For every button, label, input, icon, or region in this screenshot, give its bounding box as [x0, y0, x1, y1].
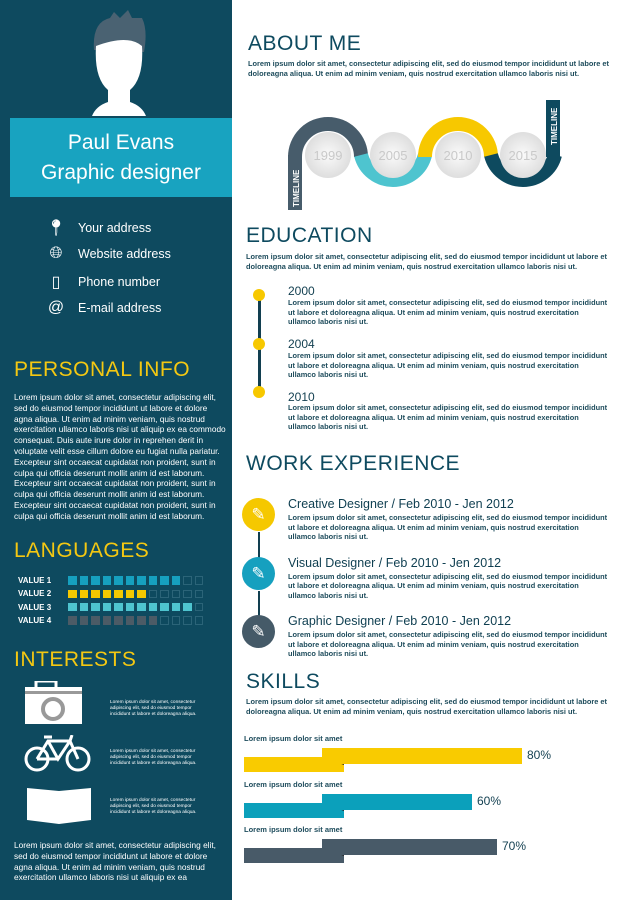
- contact-label: Your address: [78, 221, 152, 235]
- skill-percent: 80%: [527, 748, 552, 762]
- personal-info-heading: PERSONAL INFO: [14, 358, 191, 381]
- pen-icon: ✎: [242, 615, 275, 648]
- interest-text: Lorem ipsum dolor sit amet, consectetur adipiscing elit, sed do eiusmod tempor incididunt ut labore et doloreagna aliqua.: [110, 700, 197, 717]
- level-square-filled: [183, 603, 192, 612]
- interest-text: Lorem ipsum dolor sit amet, consectetur adipiscing elit, sed do eiusmod tempor incididunt ut labore et doloreagna aliqua.: [110, 798, 197, 815]
- interests-text: Lorem ipsum dolor sit amet, consectetur adipiscing elit, sed do eiusmod tempor incididunt ut labore et dolore agna aliqua. Ut enim ad minim veniam, quis nostrud exercitation ullamco laboris nisi ut aliquip ex ea: [14, 840, 216, 883]
- contact-email: [46, 299, 161, 317]
- contact-label: E-mail address: [78, 301, 162, 315]
- level-square-filled: [91, 603, 100, 612]
- level-square-filled: [80, 616, 89, 625]
- globe-icon: 🌐︎: [49, 245, 63, 262]
- level-square-empty: [160, 616, 169, 625]
- level-square-filled: [103, 590, 112, 599]
- book-icon: [25, 786, 93, 826]
- level-square-filled: [91, 616, 100, 625]
- timeline-year: 2010: [443, 148, 473, 163]
- level-square-filled: [126, 590, 135, 599]
- language-row: [18, 576, 203, 585]
- level-square-empty: [195, 616, 204, 625]
- avatar: [88, 10, 150, 116]
- language-row: [18, 616, 203, 625]
- about-text: Lorem ipsum dolor sit amet, consectetur adipiscing elit, sed do eiusmod tempor incididunt ut labore et doloreagna aliqua. Ut enim ad minim veniam, quis nostrud exercitation ullamco laboris nisi ut.: [248, 59, 609, 78]
- level-square-filled: [80, 603, 89, 612]
- language-label: VALUE 1: [18, 576, 52, 585]
- level-square-empty: [172, 590, 181, 599]
- location-pin-icon: 📍︎: [46, 220, 67, 237]
- level-square-filled: [114, 603, 123, 612]
- level-square-filled: [126, 603, 135, 612]
- level-square-filled: [149, 603, 158, 612]
- level-square-empty: [160, 590, 169, 599]
- level-square-filled: [114, 576, 123, 585]
- job-title: Graphic Designer / Feb 2010 - Jen 2012: [288, 614, 512, 628]
- education-dot: [253, 338, 265, 350]
- work-heading: WORK EXPERIENCE: [246, 452, 461, 475]
- level-square-empty: [195, 603, 204, 612]
- level-square-filled: [149, 616, 158, 625]
- about-heading: ABOUT ME: [248, 32, 362, 55]
- level-square-empty: [183, 576, 192, 585]
- job-desc: Lorem ipsum dolor sit amet, consectetur adipiscing elit, sed do eiusmod tempor incididunt ut labore et doloreagna aliqua. Ut enim ad minim veniam, quis nostrud exercitation ullamco laboris nisi ut.: [288, 571, 608, 600]
- contact-address: [46, 218, 151, 238]
- level-square-empty: [183, 590, 192, 599]
- timeline-label: TIMELINE: [292, 169, 301, 207]
- contact-phone: [46, 272, 160, 292]
- level-square-empty: [183, 616, 192, 625]
- level-square-filled: [149, 576, 158, 585]
- education-year: 2010: [288, 390, 315, 404]
- profile-title: Graphic designer: [41, 161, 201, 184]
- skill-bar: [322, 794, 472, 810]
- level-square-filled: [103, 576, 112, 585]
- education-dot: [253, 386, 265, 398]
- language-label: VALUE 3: [18, 602, 52, 612]
- education-desc: Lorem ipsum dolor sit amet, consectetur adipiscing elit, sed do eiusmod tempor incididunt ut labore et doloreagna aliqua. Ut enim ad minim veniam, quis nostrud exercitation ullamco laboris nisi ut.: [288, 351, 608, 380]
- skills-text: Lorem ipsum dolor sit amet, consectetur adipiscing elit, sed do eiusmod tempor incididunt ut labore et doloreagna aliqua. Ut enim ad minim veniam, quis nostrud exercitation ullamco laboris nisi ut.: [246, 697, 607, 716]
- level-square-filled: [103, 616, 112, 625]
- level-square-filled: [103, 603, 112, 612]
- contact-label: Website address: [78, 247, 171, 261]
- skill-label: Lorem ipsum dolor sit amet: [244, 734, 343, 743]
- pen-icon: ✎: [242, 498, 275, 531]
- level-square-filled: [172, 576, 181, 585]
- level-square-empty: [149, 590, 158, 599]
- level-square-filled: [80, 576, 89, 585]
- level-square-filled: [137, 616, 146, 625]
- job-desc: Lorem ipsum dolor sit amet, consectetur adipiscing elit, sed do eiusmod tempor incididunt ut labore et doloreagna aliqua. Ut enim ad minim veniam, quis nostrud exercitation ullamco laboris nisi ut.: [288, 630, 608, 659]
- work-connector: [258, 532, 260, 558]
- bicycle-icon: [24, 735, 92, 773]
- skills-heading: SKILLS: [246, 670, 321, 693]
- education-desc: Lorem ipsum dolor sit amet, consectetur adipiscing elit, sed do eiusmod tempor incididunt ut labore et doloreagna aliqua. Ut enim ad minim veniam, quis nostrud exercitation ullamco laboris nisi ut.: [288, 298, 608, 327]
- level-square-empty: [195, 590, 204, 599]
- level-square-filled: [68, 576, 77, 585]
- timeline-graphic: [280, 95, 570, 215]
- skill-label: Lorem ipsum dolor sit amet: [244, 825, 343, 834]
- job-desc: Lorem ipsum dolor sit amet, consectetur adipiscing elit, sed do eiusmod tempor incididunt ut labore et doloreagna aliqua. Ut enim ad minim veniam, quis nostrud exercitation ullamco laboris nisi ut.: [288, 513, 608, 542]
- profile-name: Paul Evans: [67, 131, 175, 154]
- education-desc: Lorem ipsum dolor sit amet, consectetur adipiscing elit, sed do eiusmod tempor incididunt ut labore et doloreagna aliqua. Ut enim ad minim veniam, quis nostrud exercitation ullamco laboris nisi ut.: [288, 403, 608, 432]
- contact-website: [46, 245, 171, 263]
- languages-heading: LANGUAGES: [14, 539, 150, 562]
- skill-percent: 70%: [502, 839, 527, 853]
- job-title: Creative Designer / Feb 2010 - Jen 2012: [288, 497, 514, 511]
- job-title: Visual Designer / Feb 2010 - Jen 2012: [288, 555, 502, 570]
- level-square-filled: [137, 603, 146, 612]
- education-dot: [253, 289, 265, 301]
- skill-bar: [322, 748, 522, 764]
- level-square-filled: [68, 603, 77, 612]
- education-heading: EDUCATION: [246, 224, 373, 247]
- level-square-filled: [91, 590, 100, 599]
- personal-info-text: Lorem ipsum dolor sit amet, consectetur adipiscing elit, sed do eiusmod tempor incididunt ut labore et dolore agna aliqua. Ut enim ad minim veniam, quis nostrud exercitation ullamco laboris nisi ut aliquip ex ea commodo consequat. Duis aute irure dolor in reprehen derit in voluptate velit esse cillum dolore eu fugiat nulla pariatur. Excepteur sint occaecat cupidatat non proident, sunt in culpa qui officia deserunt mollit anim id est laborum. Excepteur sint occaecat cupidatat non proident, sunt in culpa qui officia deserunt mollit anim id est laborum. Excepteur sint occaecat cupidatat non proident, sunt in culpa qui officia deserunt mollit anim id est laborum.: [14, 392, 226, 521]
- education-year: 2000: [288, 284, 315, 298]
- level-square-filled: [126, 576, 135, 585]
- name-box: [10, 118, 232, 197]
- language-label: VALUE 4: [18, 615, 52, 625]
- level-square-filled: [160, 576, 169, 585]
- education-text: Lorem ipsum dolor sit amet, consectetur adipiscing elit, sed do eiusmod tempor incididunt ut labore et doloreagna aliqua. Ut enim ad minim veniam, quis nostrud exercitation ullamco laboris nisi ut.: [246, 252, 607, 271]
- skill-label: Lorem ipsum dolor sit amet: [244, 779, 343, 789]
- level-square-filled: [68, 616, 77, 625]
- level-square-filled: [137, 576, 146, 585]
- level-square-filled: [68, 590, 77, 599]
- level-square-filled: [80, 590, 89, 599]
- contact-label: Phone number: [78, 275, 161, 289]
- interest-text: Lorem ipsum dolor sit amet, consectetur adipiscing elit, sed do eiusmod tempor incididunt ut labore et doloreagna aliqua.: [110, 749, 197, 766]
- timeline-year: 2005: [378, 148, 408, 163]
- level-square-filled: [114, 590, 123, 599]
- level-square-filled: [91, 576, 100, 585]
- skill-percent: 60%: [477, 793, 502, 808]
- timeline-year: 2015: [508, 148, 538, 163]
- level-square-empty: [195, 576, 204, 585]
- language-label: VALUE 2: [18, 589, 52, 599]
- level-square-empty: [172, 616, 181, 625]
- skill-bar: [322, 839, 497, 855]
- language-row: [18, 603, 203, 612]
- work-connector: [258, 591, 260, 617]
- timeline-label: TIMELINE: [550, 107, 559, 145]
- timeline-year: 1999: [313, 148, 343, 163]
- education-year: 2004: [288, 337, 315, 351]
- interests-heading: INTERESTS: [14, 648, 137, 671]
- at-icon: @: [47, 299, 65, 316]
- level-square-filled: [172, 603, 181, 612]
- level-square-filled: [137, 590, 146, 599]
- camera-icon: [24, 681, 84, 725]
- language-row: [18, 589, 203, 598]
- level-square-filled: [160, 603, 169, 612]
- level-square-filled: [114, 616, 123, 625]
- pen-icon: ✎: [242, 557, 275, 590]
- phone-icon: ▯: [51, 274, 61, 291]
- level-square-filled: [126, 616, 135, 625]
